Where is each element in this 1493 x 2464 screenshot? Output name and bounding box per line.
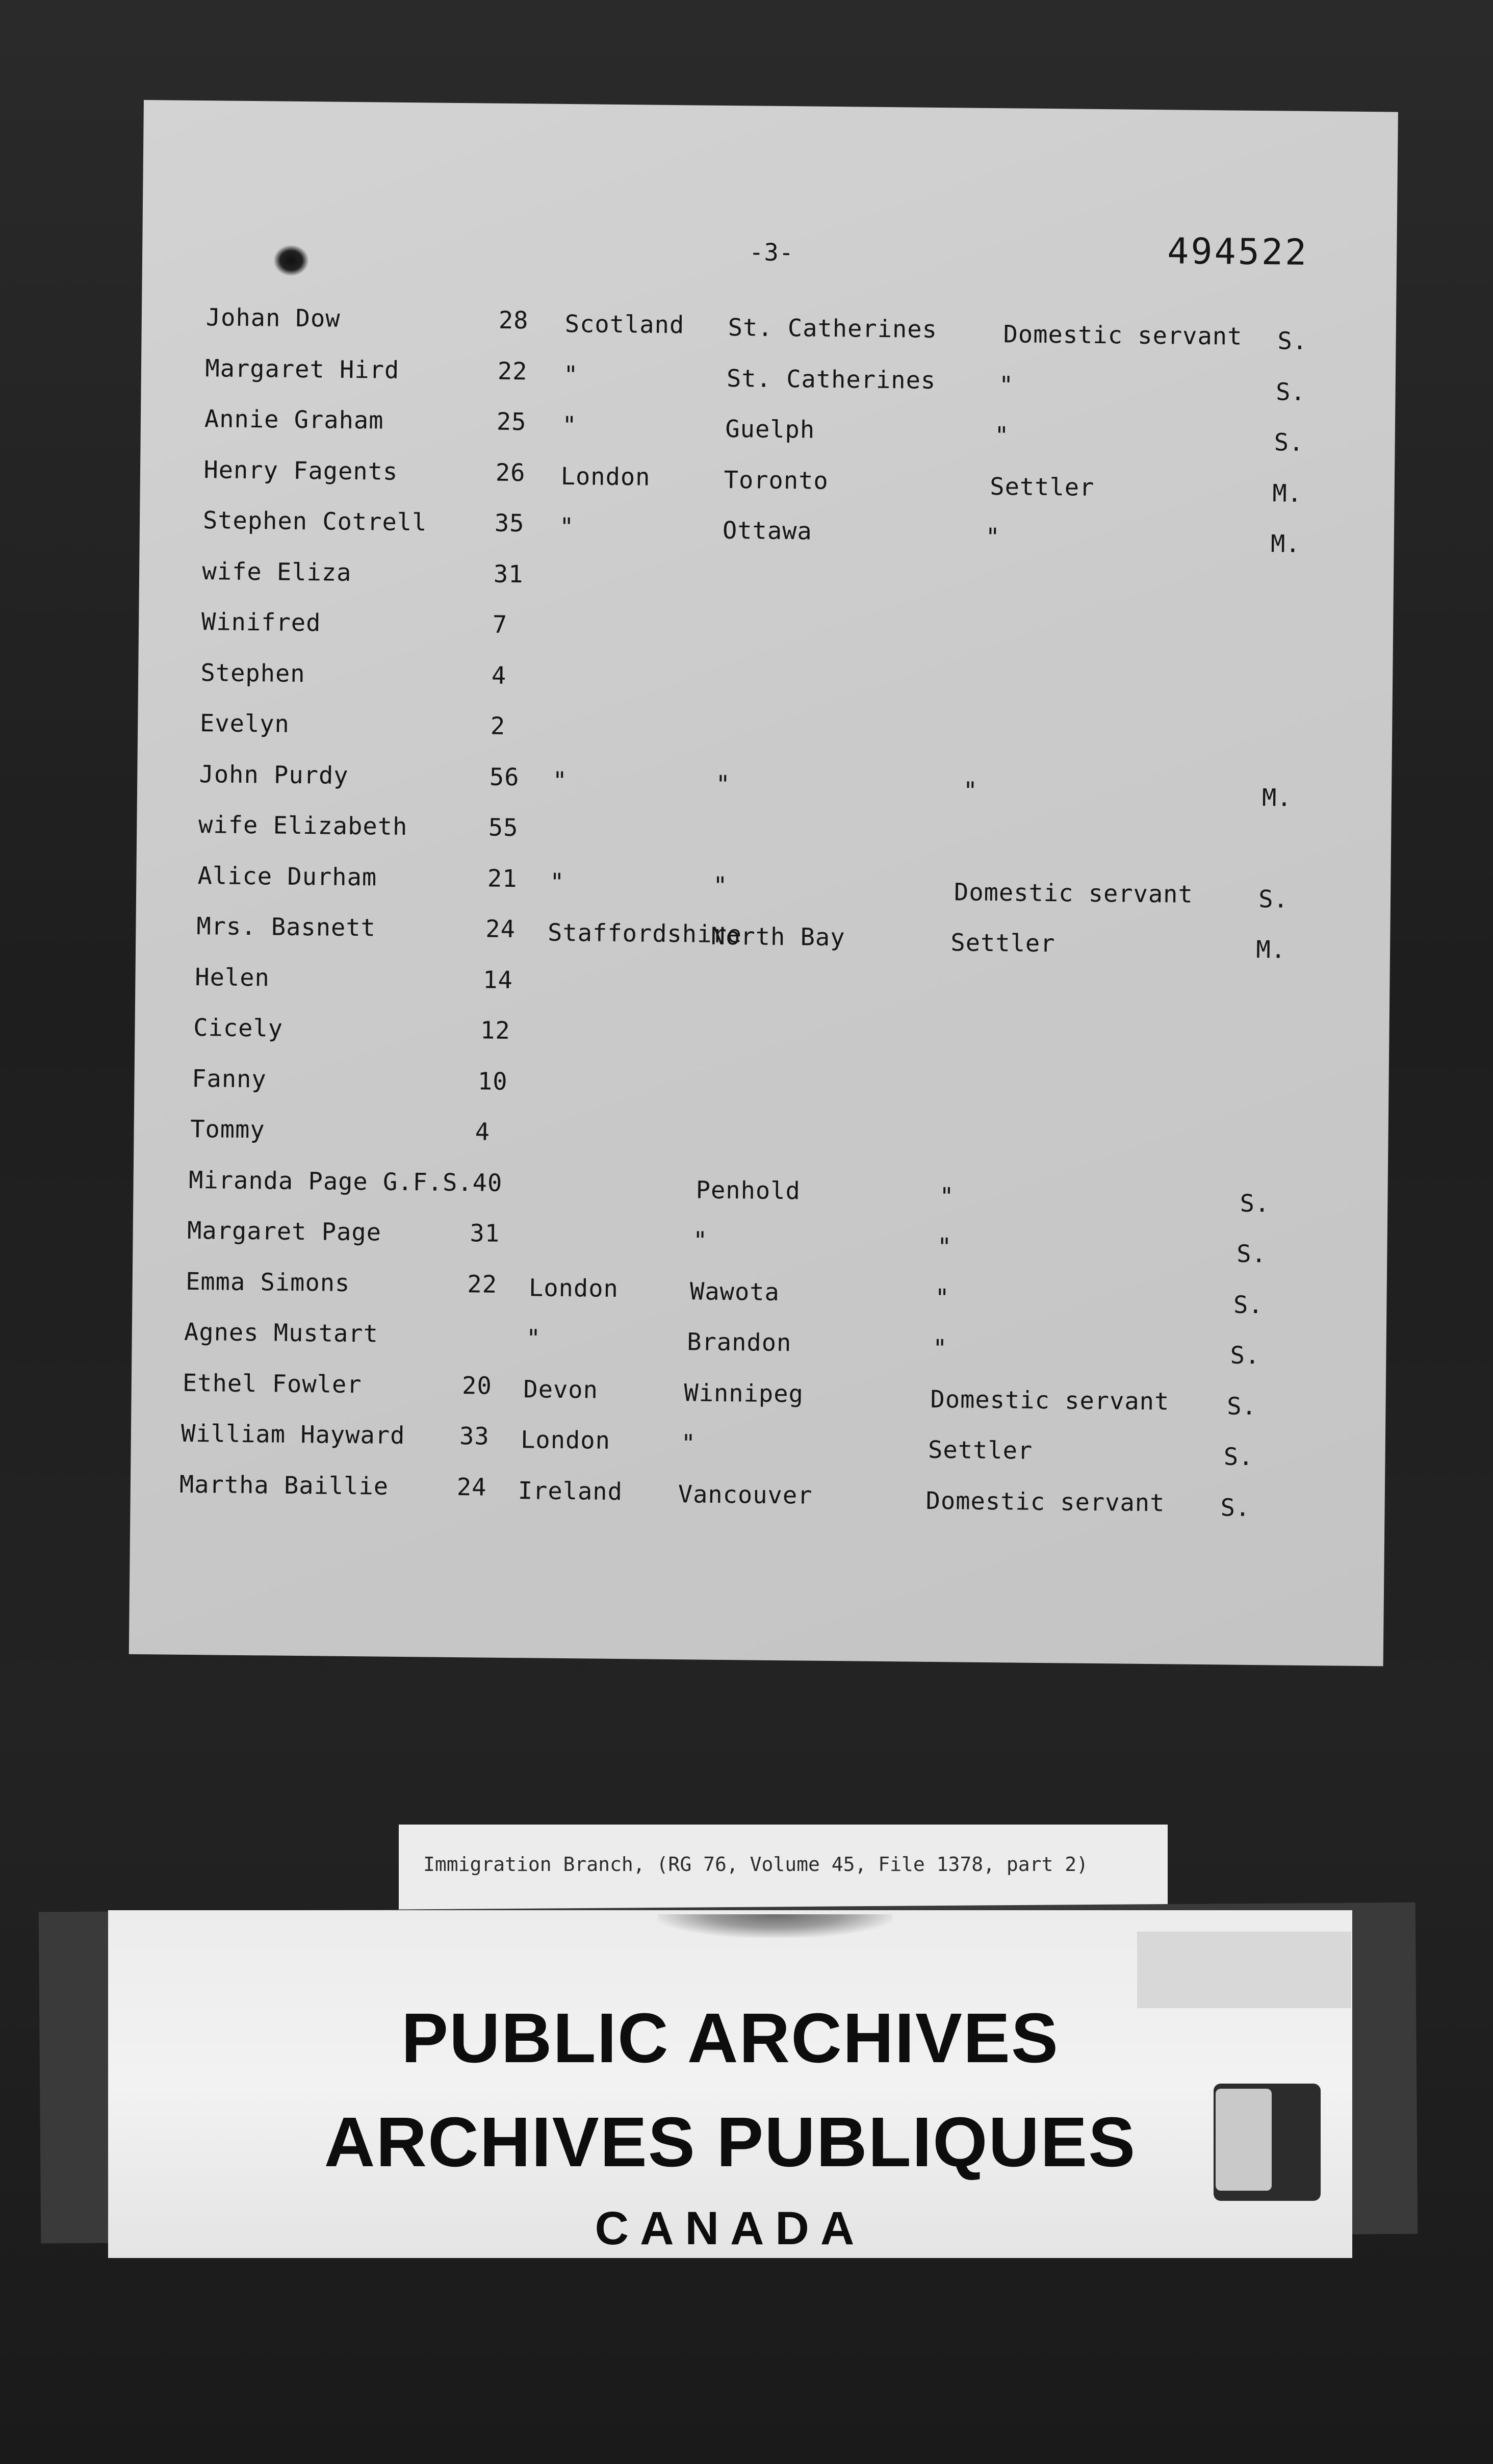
stamp-line-french: ARCHIVES PUBLIQUES — [324, 2103, 1137, 2181]
cell-age: 7 — [492, 610, 508, 639]
cell-status: M. — [1256, 936, 1286, 964]
cell-age: 22 — [497, 357, 528, 386]
cell-name: Alice Durham — [197, 861, 377, 891]
cell-destination: North Bay — [710, 922, 845, 952]
cell-age: 24 — [456, 1473, 487, 1502]
cell-name: Ethel Fowler — [182, 1369, 362, 1399]
cell-status: M. — [1270, 530, 1301, 558]
cell-age: 33 — [459, 1422, 490, 1451]
cell-occupation: Settler — [990, 472, 1095, 502]
cell-name: Tommy — [190, 1115, 265, 1144]
archive-reference-text: Immigration Branch, (RG 76, Volume 45, File 1378, part 2) — [423, 1853, 1089, 1876]
cell-occupation: " — [939, 1182, 955, 1211]
cell-age: 26 — [495, 458, 526, 487]
cell-status: S. — [1220, 1493, 1251, 1522]
cell-destination: " — [692, 1226, 708, 1255]
cell-destination: Vancouver — [678, 1480, 813, 1510]
cell-origin: Devon — [523, 1375, 599, 1404]
cell-name: Johan Dow — [205, 303, 341, 333]
cell-age: 2 — [490, 712, 506, 740]
stamp-line-english: PUBLIC ARCHIVES — [401, 1999, 1059, 2077]
cell-age: 4 — [491, 661, 507, 690]
cell-origin: Scotland — [564, 310, 685, 340]
cell-destination: " — [712, 871, 728, 900]
cell-status: S. — [1230, 1341, 1260, 1370]
cell-occupation: " — [937, 1233, 953, 1262]
cell-name: Martha Baillie — [179, 1470, 389, 1501]
cell-status: M. — [1272, 479, 1303, 508]
cell-age: 22 — [467, 1270, 498, 1299]
cell-name: wife Eliza — [202, 557, 352, 587]
cell-destination: Penhold — [696, 1175, 801, 1205]
cell-destination: " — [715, 770, 731, 799]
cell-origin: " — [549, 868, 565, 896]
cell-name: Evelyn — [199, 709, 290, 738]
cell-name: Stephen Cotrell — [202, 506, 427, 537]
cell-origin: Ireland — [518, 1476, 623, 1506]
cell-name: Annie Graham — [204, 405, 384, 435]
document-page — [129, 100, 1398, 1666]
cell-status: S. — [1223, 1443, 1254, 1472]
cell-origin: London — [528, 1273, 619, 1303]
cell-status: M. — [1262, 783, 1292, 812]
cell-name: Helen — [195, 963, 270, 992]
cell-origin: " — [526, 1324, 542, 1353]
cell-destination: Winnipeg — [684, 1378, 804, 1408]
cell-destination: St. Catherines — [726, 364, 936, 395]
cell-age: 10 — [477, 1067, 508, 1096]
cell-occupation: " — [998, 371, 1014, 399]
cell-occupation: Domestic servant — [925, 1486, 1165, 1517]
cell-age: 14 — [482, 965, 513, 994]
cell-origin: " — [563, 361, 579, 389]
cell-name: Margaret Page — [187, 1216, 382, 1247]
page-number: -3- — [749, 238, 794, 267]
cell-name: Miranda Page G.F.S. — [188, 1166, 473, 1197]
cell-origin: London — [560, 462, 651, 492]
cell-name: Fanny — [192, 1064, 267, 1093]
cell-name: Stephen — [200, 658, 305, 688]
cell-destination: St. Catherines — [728, 314, 938, 344]
cell-age: 12 — [480, 1016, 510, 1045]
cell-destination: Wawota — [689, 1277, 780, 1306]
cell-name: William Hayward — [181, 1419, 405, 1450]
cell-occupation: " — [994, 422, 1010, 450]
cell-name: John Purdy — [199, 760, 349, 790]
cell-age: 25 — [496, 407, 527, 437]
cell-destination: " — [681, 1429, 697, 1458]
cell-occupation: " — [932, 1334, 948, 1363]
cell-status: S. — [1275, 377, 1306, 406]
cell-status: S. — [1227, 1392, 1257, 1421]
cell-name: Henry Fagents — [203, 455, 398, 486]
cell-destination: Brandon — [686, 1328, 792, 1357]
stamp-tear — [658, 1914, 892, 1938]
cell-occupation: " — [935, 1284, 950, 1312]
cell-status: S. — [1237, 1240, 1267, 1269]
cell-occupation: Settler — [928, 1435, 1033, 1465]
cell-age: 21 — [487, 864, 518, 893]
ink-blot — [274, 245, 309, 276]
cell-destination: Ottawa — [722, 516, 813, 546]
cell-status: S. — [1274, 428, 1304, 457]
cell-age: 24 — [485, 915, 516, 944]
cell-age: 55 — [488, 813, 519, 842]
cell-occupation: Settler — [950, 929, 1056, 958]
cell-name: Emma Simons — [185, 1267, 350, 1297]
cell-occupation: Domestic servant — [954, 878, 1194, 909]
cell-origin: Staffordshire — [547, 918, 742, 949]
cell-age: 31 — [470, 1219, 500, 1248]
bleed-through-watermark — [400, 551, 1323, 1019]
cell-age: 20 — [461, 1371, 493, 1400]
cell-status: S. — [1233, 1291, 1264, 1319]
cell-age: 35 — [494, 509, 525, 538]
cell-occupation: " — [963, 776, 979, 805]
cell-age: 40 — [472, 1168, 503, 1197]
cell-occupation: Domestic servant — [1003, 320, 1243, 351]
cell-occupation: Domestic servant — [930, 1385, 1170, 1416]
cell-age: 4 — [475, 1118, 491, 1146]
cell-destination: Toronto — [724, 466, 829, 495]
cell-status: S. — [1240, 1189, 1270, 1218]
cell-name: Mrs. Basnett — [196, 912, 376, 942]
stamp-line-country: CANADA — [595, 2202, 866, 2254]
cell-origin: " — [562, 411, 577, 440]
cell-name: Agnes Mustart — [184, 1318, 379, 1348]
document-number: 494522 — [1167, 230, 1309, 273]
cell-name: wife Elizabeth — [198, 811, 408, 841]
cell-status: S. — [1277, 327, 1308, 355]
cell-destination: Guelph — [725, 415, 815, 444]
cell-status: S. — [1258, 885, 1289, 914]
cell-age: 56 — [489, 763, 520, 791]
cell-name: Margaret Hird — [205, 354, 400, 384]
cell-origin: " — [552, 766, 568, 795]
cell-occupation: " — [985, 523, 1001, 552]
cell-name: Winifred — [201, 608, 321, 637]
cell-age: 28 — [498, 306, 529, 335]
cell-origin: London — [520, 1426, 611, 1455]
cell-name: Cicely — [193, 1014, 284, 1043]
cell-age: 31 — [493, 560, 524, 588]
cell-origin: " — [559, 512, 575, 542]
stamp-tab — [1137, 1932, 1351, 2008]
